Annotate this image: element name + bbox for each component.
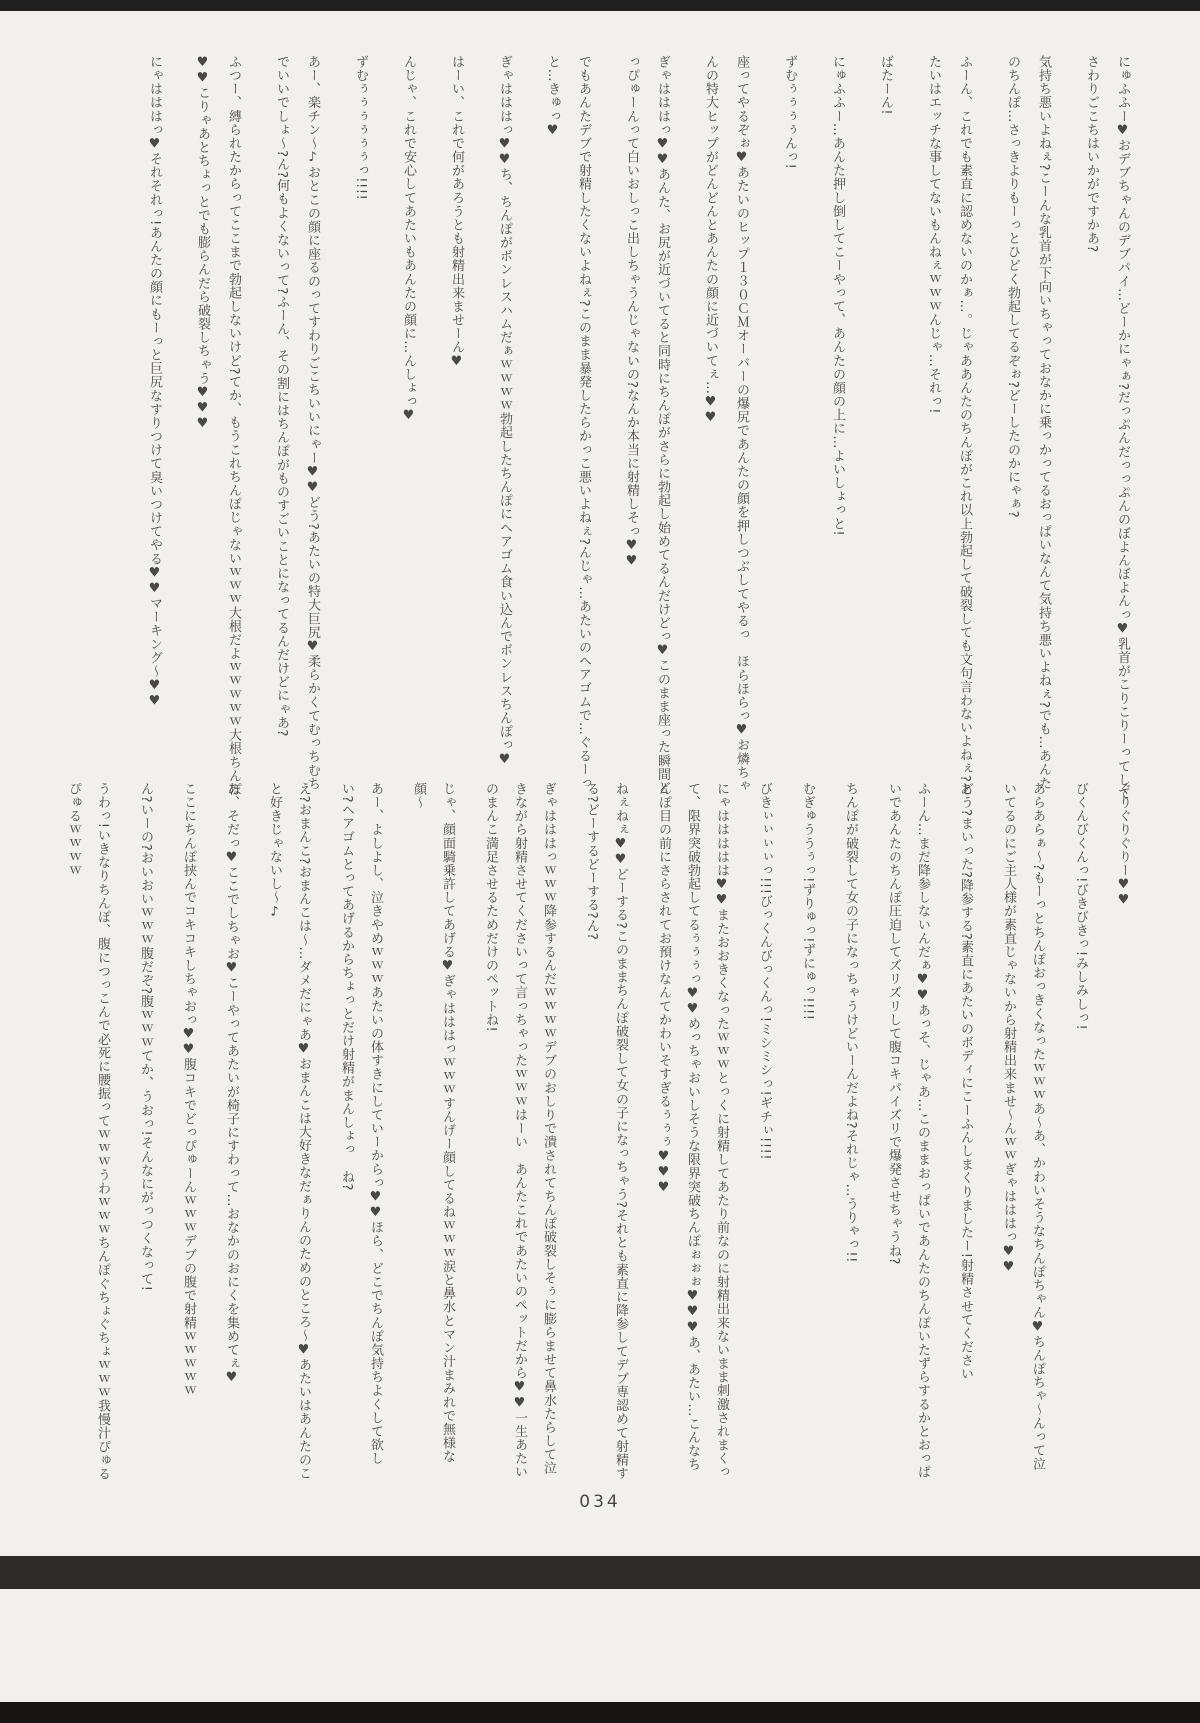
dialogue-paragraph: ぎゃはははっ♥♥あんた、お尻が近づいてると同時にちんぽがさらに勃起し始めてるんだけどっ♥このまま座った瞬間どっぴゅーんって白いおしっこ出しちゃうんじゃないの?なんか本当に射精しそっ♥♥ [624,55,670,795]
page-number: 034 [579,1492,621,1512]
dialogue-paragraph: でもあんたデブで射精したくないよねぇ?このまま暴発したらかっこ悪いよねぇ?んじゃ…あたいのヘアゴムで…ぐるーっと…きゅっ♥ [545,55,591,790]
dialogue-paragraph: うわっ!いきなりちんぽ、腹につっこんで必死に腰振ってｗｗｗうわｗｗｗちんぽぐちょぐちょｗｗｗ我慢汁ぴゅるぴゅるｗｗｗｗ [66,782,110,1481]
dialogue-paragraph: にゃははははは♥♥またおおきくなったｗｗｗとっくに射精してあたり前なのに射精出来ないまま刺激されまくって、限界突破勃起してるぅぅぅっ♥♥めっちゃおいしそうな限界突破ちんぽぉぉぉ♥♥♥あ、あたい…こんなちんぽ目の前にさらされてお預けなんてかわいそすぎるぅぅぅ♥♥♥ [656,782,729,1479]
dialogue-paragraph: にゅふふー♥おデブちゃんのデブパイ…どーかにゃぁ?だっぷんだっっぷんのぼよんぼよんっ♥乳首がこりこりーってしてさわりごこちはいかがですかあ? [1084,55,1130,801]
dialogue-paragraph: ん?いーの?おいおいｗｗｗ腹だぞ?腹ｗｗｗてか、うおっ!そんなにがっつくなって! [138,782,153,1292]
dialogue-paragraph: え?おまんこ?おまんこは〜…ダメだにゃあ♥おまんこは大好きなだぁりんのためのところ〜♥あたいはあんたのこと好きじゃないし〜♪ [267,782,311,1481]
dialogue-paragraph: ここにちんぽ挟んでコキコキしちゃおっ♥♥腹コキでどっぴゅーんｗｗｗデブの腹で射精ｗｗｗｗｗ [181,782,196,1398]
dialogue-paragraph: ぐりぐりぐりー♥♥ [1116,782,1131,909]
dialogue-paragraph: じゃ、顔面騎乗許してあげる♥ぎゃはははっｗｗｗすんげー顔してるねｗｗｗ涙と鼻水とマン汁まみれで無様な顔〜 [411,782,455,1464]
dialogue-paragraph: ふつー、縛られたからってここまで勃起しないけど?てか、もうこれちんぽじゃないｗｗｗ大根だよｗｗｗｗｗ大根ちんぽ♥♥こりゃあとちょっとでも膨らんだら破裂しちゃう♥♥♥ [195,55,241,797]
lower-dialogue-block [48,782,1138,1484]
dialogue-paragraph: あー、よしよし、泣きやめｗｗｗあたいの体すきにしていーからっ♥♥ほら、どこでちんぽ気持ちよくして欲しい?ヘアゴムとってあげるからちょっとだけ射精がまんしょっ ね? [339,782,383,1466]
dialogue-paragraph: にゃはははっ♥それそれっ!あんたの顔にもーっと巨尻なすりつけて臭いつけてやる♥♥マーキング〜♥♥ [147,55,162,710]
dialogue-paragraph: ぎゃはははっｗｗｗ降参するんだｗｗｗｗデブのおしりで潰されてちんぽ破裂しそぅに膨らませて鼻水たらして泣きながら射精させてくださいって言っちゃったｗｗｗはーい あんたこれであたいのペットだから♥♥一生あたいのまんこ満足させるためだけのペットね! [483,782,556,1479]
dialogue-paragraph: びきぃぃぃぃっ!!!びっくんびっくんっ!ミシミシっ!ギチぃ!!!! [757,782,772,1161]
dialogue-paragraph: にゅふふー…あんた押し倒してこーやって、あんたの顔の上に…よいしょっと! [830,55,845,537]
dialogue-paragraph: あー、楽チン〜♪おとこの顔に座るのってすわりごこちいいにゃー♥♥どう?あたいの特大巨尻♥柔らかくてむっちむちでいいでしょ〜?ん?何もよくないって?ふーん、その割にはちんぽがものすごいことになってるんだけどにゃあ? [274,55,320,791]
dialogue-paragraph: ねぇねぇ♥♥どーする?このままちんぽ破裂して女の子になっちゃう?それとも素直に降参してデブ専認めて射精する?どーするどーする?ん? [584,782,628,1481]
dialogue-paragraph: びくんびくんっ!びきびきっ!みしみしっ! [1073,782,1088,1031]
dialogue-paragraph: ぎゃはははっ♥♥ち、ちんぽがボンレスハムだぁｗｗｗｗ勃起したちんぽにヘアゴム食い込んでボンレスちんぽっ♥ [497,55,512,768]
dialogue-paragraph: ずむぅぅぅぅぅぅっ!!!! [353,55,368,201]
dialogue-paragraph: むぎゅううぅっ!ずりゅっ!ずにゅっ!!!! [800,782,815,1021]
bottom-border-bar [0,1556,1200,1589]
dialogue-paragraph: 座ってやるぞぉ♥あたいのヒップ１３０ＣＭオーバーの爆尻であんたの顔を押しつぶしてやるっ ほらほらっ♥お燐ちゃんの特大ヒップがどんどんとあんたの顔に近づいてぇ…♥♥ [703,55,749,793]
dialogue-paragraph: あ、そだっ♥ここでしちゃお♥こーやってあたいが椅子にすわって…おなかのおにくを集めてぇ♥ [224,782,239,1386]
dialogue-paragraph: 気持ち悪いよねぇ?こーんな乳首が下向いちゃっておなかに乗っかってるおっぱいなんて気持ち悪いよねぇ?でも…あんたのちんぽ…さっきよりもーっとひどく勃起してるぞぉ?どーしたのかにゃぁ? [1005,55,1051,790]
dialogue-paragraph: ふーん…まだ降参しないんだぁ♥♥あっそ、じゃあ…このままおっぱいであんたのちんぽいたずらするかとおっぱいであんたのちんぽ圧迫してズリズリして腹コキパイズリで爆発させちゃうね? [886,782,930,1479]
dialogue-paragraph: はーい、これで何があろうとも射精出来ませーん♥ [449,55,464,370]
dialogue-paragraph: ずむぅぅぅぅんっ! [782,55,797,170]
page-bottom-edge [0,1702,1200,1723]
dialogue-paragraph: あらあらぁ〜?もーっとちんぽおっきくなったｗｗｗあ〜あ、かわいそうなちんぽちゃん♥ちんぽちゃ〜んって泣いてるのにご主人様が素直じゃないから射精出来ませ〜んｗｗぎゃはははっ♥♥ [1001,782,1045,1471]
dialogue-paragraph: んじゃ、これで安心してあたいもあんたの顔に…んしょっ♥ [401,55,416,424]
top-border-bar [0,0,1200,11]
dialogue-paragraph: ばたーん! [878,55,893,116]
dialogue-paragraph: どう?まいった?降参する?素直にあたいのボディにこーふんしまくりましたー!射精させてください [958,782,973,1381]
upper-dialogue-block [122,55,1138,803]
dialogue-paragraph: ふーん、これでも素直に認めないのかぁ…。じゃああんたのちんぽがこれ以上勃起して破裂しても文句言わないよねぇ?あたいはエッチな事してないもんねぇｗｗｗんじゃ…それっ! [926,55,972,797]
dialogue-paragraph: ちんぽが破裂して女の子になっちゃうけどいーんだよね?それじゃ…うりゃっ!! [843,782,858,1263]
